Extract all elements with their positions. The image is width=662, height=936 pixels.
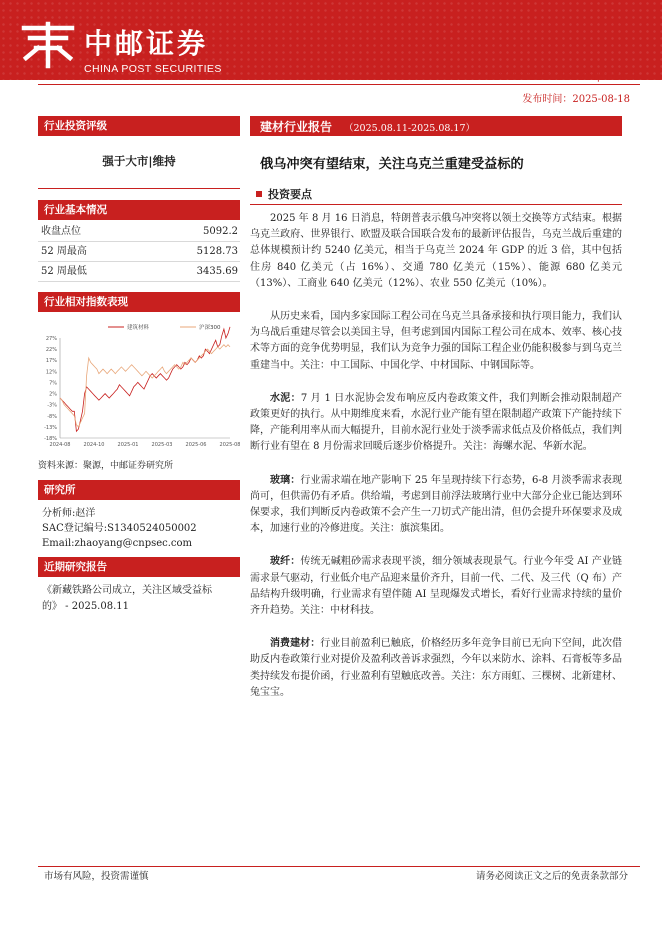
series-line (60, 327, 230, 431)
y-tick-label: 27% (45, 336, 57, 342)
y-tick-label: 12% (45, 369, 57, 376)
stats-value: 5092.2 (203, 226, 238, 237)
header-divider (38, 84, 640, 85)
report-category: 证券研究报告：建筑材料|行业周报 (486, 71, 640, 82)
stats-value: 5128.73 (196, 246, 238, 257)
stats-label: 52 周最低 (41, 266, 87, 277)
stats-table (38, 222, 240, 282)
paragraph-cement (250, 391, 622, 456)
relative-performance-header: 行业相对指数表现 (38, 292, 240, 312)
x-tick-label: 2025-08 (219, 442, 240, 448)
stats-label: 52 周最高 (41, 246, 87, 257)
consumer-building-text: 行业目前盈利已触底，价格经历多年竞争目前已无向下空间，此次借助反内卷政策行业对提价及盈利改善诉求强烈，今年以来防水、涂料、石膏板等多品类持续发布提价函，行业盈利有望触底改善。关注：东方雨虹、三棵树、北新建材、兔宝宝。 (250, 638, 623, 698)
x-tick-label: 2024-08 (49, 442, 71, 448)
legend-label: 沪深300 (199, 325, 221, 331)
recent-report-line: 《新藏铁路公司成立，关注区域受益标 (42, 585, 212, 596)
publish-date: 发布时间：2025-08-18 (522, 94, 630, 105)
footer-risk-note: 市场有风险，投资需谨慎 (44, 871, 149, 882)
analyst-name: 分析师:赵洋 (42, 508, 96, 519)
main-content (250, 116, 622, 701)
report-date-range: （2025.08.11-2025.08.17） (344, 123, 476, 134)
y-tick-label: -18% (44, 436, 57, 442)
stats-label: 收盘点位 (41, 226, 81, 237)
y-tick-label: -8% (47, 413, 57, 420)
report-type: 建材行业报告 (260, 120, 333, 134)
report-title: 俄乌冲突有望结束，关注乌克兰重建受益标的 (260, 157, 524, 172)
cement-text: 7 月 1 日水泥协会发布响应反内卷政策文件，我们判断会推动限制超产政策更好的执行。从中期维度来看，水泥行业产能有望在限制超产政策下产能持续下降，产能利用率从而大幅提升，目前水泥行业处于淡季需求低点及价格低点，我们判断行业有望在 8 月份需求回暖后逐步价格提升。关注：海螺水泥、华新水泥。 (250, 392, 622, 453)
stats-value: 3435.69 (196, 266, 238, 277)
stats-row (38, 222, 240, 242)
analyst-sac-number: SAC登记编号:S1340524050002 (42, 523, 197, 534)
analyst-email[interactable]: Email:zhaoyang@cnpsec.com (42, 538, 193, 549)
company-name-en: CHINA POST SECURITIES (84, 63, 222, 75)
y-tick-label: 17% (45, 358, 57, 365)
x-tick-label: 2025-06 (185, 442, 207, 448)
chart-source: 资料来源：聚源，中邮证券研究所 (38, 461, 174, 471)
paragraph-consumer-building (250, 636, 622, 701)
footer-divider (38, 866, 640, 867)
report-header-bar (250, 116, 622, 136)
header-banner (0, 0, 662, 80)
y-tick-label: 7% (49, 380, 57, 387)
glass-label: 玻璃： (270, 474, 301, 486)
recent-report-line: 的》 - 2025.08.11 (42, 601, 129, 612)
company-name-cn: 中邮证券 (84, 27, 209, 60)
china-post-logo-icon (16, 18, 80, 70)
research-header: 研究所 (38, 480, 240, 500)
legend-label: 建筑材料 (127, 325, 150, 331)
x-tick-label: 2025-03 (151, 442, 173, 448)
section-bullet-icon (256, 191, 262, 197)
relative-performance-chart (38, 318, 240, 456)
consumer-building-label: 消费建材： (270, 638, 321, 650)
y-tick-label: 2% (49, 391, 57, 398)
fiberglass-text: 传统无碱粗砂需求表现平淡，细分领域表现景气。行业今年受 AI 产业链需求景气驱动，行业低介电产品迎来量价齐升，目前一代、二代、及三代（Q 布）产品结构升级明确，行业需求有望伴随 AI 呈现爆发式增长，看好行业需求持续的量价齐升趋势。关注：中材科技。 (250, 556, 623, 617)
cement-label: 水泥： (270, 392, 301, 404)
rating-value: 强于大市|维持 (102, 154, 176, 168)
x-tick-label: 2025-01 (117, 442, 139, 448)
paragraph-glass (250, 473, 622, 538)
paragraph-fiberglass (250, 554, 622, 619)
rating-divider (38, 188, 240, 189)
left-sidebar (38, 116, 240, 615)
series-line (60, 345, 230, 427)
section-title: 投资要点 (268, 188, 312, 201)
section-header (250, 188, 622, 205)
recent-report-link[interactable] (38, 577, 240, 615)
rating-header: 行业投资评级 (38, 116, 240, 136)
paragraph-history: 从历史来看，国内多家国际工程公司在乌克兰具备承接和执行项目能力，我们认为乌战后重建尽管会以美国主导，但考虑到国内国际工程公司在成本、效率、核心技术等方面的竞争优势明显，我们认为竞争力强的国际工程企业仍能积极参与到乌克兰重建当中。关注：中工国际、中国化学、中材国际、中钢国际等。 (250, 311, 622, 371)
glass-text: 行业需求端在地产影响下 25 年呈现持续下行态势，6-8 月淡季需求表现尚可，但供需仍有矛盾。供给端，考虑到目前浮法玻璃行业中大部分企业已能达到环保要求，我们判断反内卷政策不会产生一刀切式产能出清，但仍会提升环保要求及成本，加速行业的冷修进度。关注：旗滨集团。 (250, 474, 623, 535)
y-tick-label: -13% (44, 424, 57, 431)
x-tick-label: 2024-10 (83, 442, 105, 448)
y-tick-label: 22% (45, 347, 57, 354)
footer-disclaimer-note: 请务必阅读正文之后的免责条款部分 (475, 871, 628, 882)
basic-info-header: 行业基本情况 (38, 200, 240, 220)
stats-row (38, 262, 240, 282)
recent-reports-header: 近期研究报告 (38, 557, 240, 577)
stats-row (38, 242, 240, 262)
performance-chart-svg (38, 318, 240, 456)
analyst-info (38, 500, 240, 557)
fiberglass-label: 玻纤： (270, 556, 301, 568)
y-tick-label: -3% (47, 402, 57, 409)
paragraph-overview: 2025 年 8 月 16 日消息，特朗普表示俄乌冲突将以领土交换等方式结束。根据乌克兰政府、世界银行、欧盟及联合国联合发布的最新评估报告，乌克兰战后重建的总体规模预计约 5240 亿美元，相当于乌克兰 2024 年 GDP 的近 3 倍，其中包括住房 840 亿美元（占 16%）、交通 780 亿美元（15%）、能源 680 亿美元（13%）、工商业 640 亿美元（12%）、农业 550 亿美元（10%）。 (250, 213, 622, 289)
